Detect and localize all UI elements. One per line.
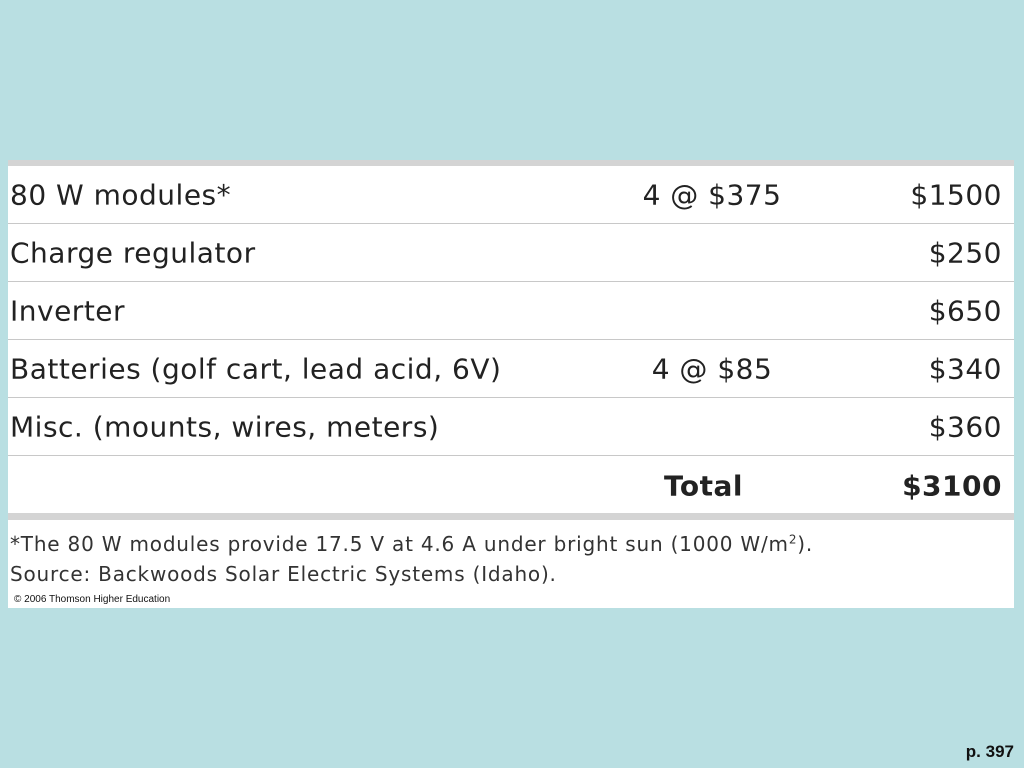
- modules-footnote: [10, 532, 813, 556]
- row-quantity: 4 @ $375: [642, 178, 782, 211]
- page-number: p. 397: [965, 742, 1014, 761]
- footnote-end: ).: [797, 532, 814, 556]
- copyright-notice: © 2006 Thomson Higher Education: [14, 594, 171, 605]
- total-value: $3100: [902, 469, 1002, 503]
- table-row: [8, 224, 1014, 282]
- table-row: [8, 340, 1014, 398]
- table-card: [8, 160, 1014, 608]
- row-item: Inverter: [10, 294, 126, 327]
- footnote-superscript: 2: [788, 532, 798, 547]
- row-cost: $340: [928, 352, 1002, 385]
- bottom-rule: [8, 513, 1014, 520]
- row-cost: $360: [928, 410, 1002, 443]
- row-cost: $250: [928, 236, 1002, 269]
- table-row: [8, 282, 1014, 340]
- row-quantity: 4 @ $85: [651, 352, 773, 385]
- source-note: Source: Backwoods Solar Electric Systems (Idaho).: [10, 562, 557, 586]
- table-row: [8, 398, 1014, 456]
- row-item: Misc. (mounts, wires, meters): [10, 410, 440, 443]
- row-cost: $1500: [910, 178, 1002, 211]
- row-item: Batteries (golf cart, lead acid, 6V): [10, 352, 502, 385]
- total-label: Total: [664, 469, 743, 503]
- table-row: [8, 166, 1014, 224]
- row-item: Charge regulator: [10, 236, 256, 269]
- footnote-text: *The 80 W modules provide 17.5 V at 4.6 A under bright sun (1000 W/m: [10, 532, 789, 556]
- row-item: 80 W modules*: [10, 178, 232, 211]
- total-row: [8, 459, 1014, 513]
- row-cost: $650: [928, 294, 1002, 327]
